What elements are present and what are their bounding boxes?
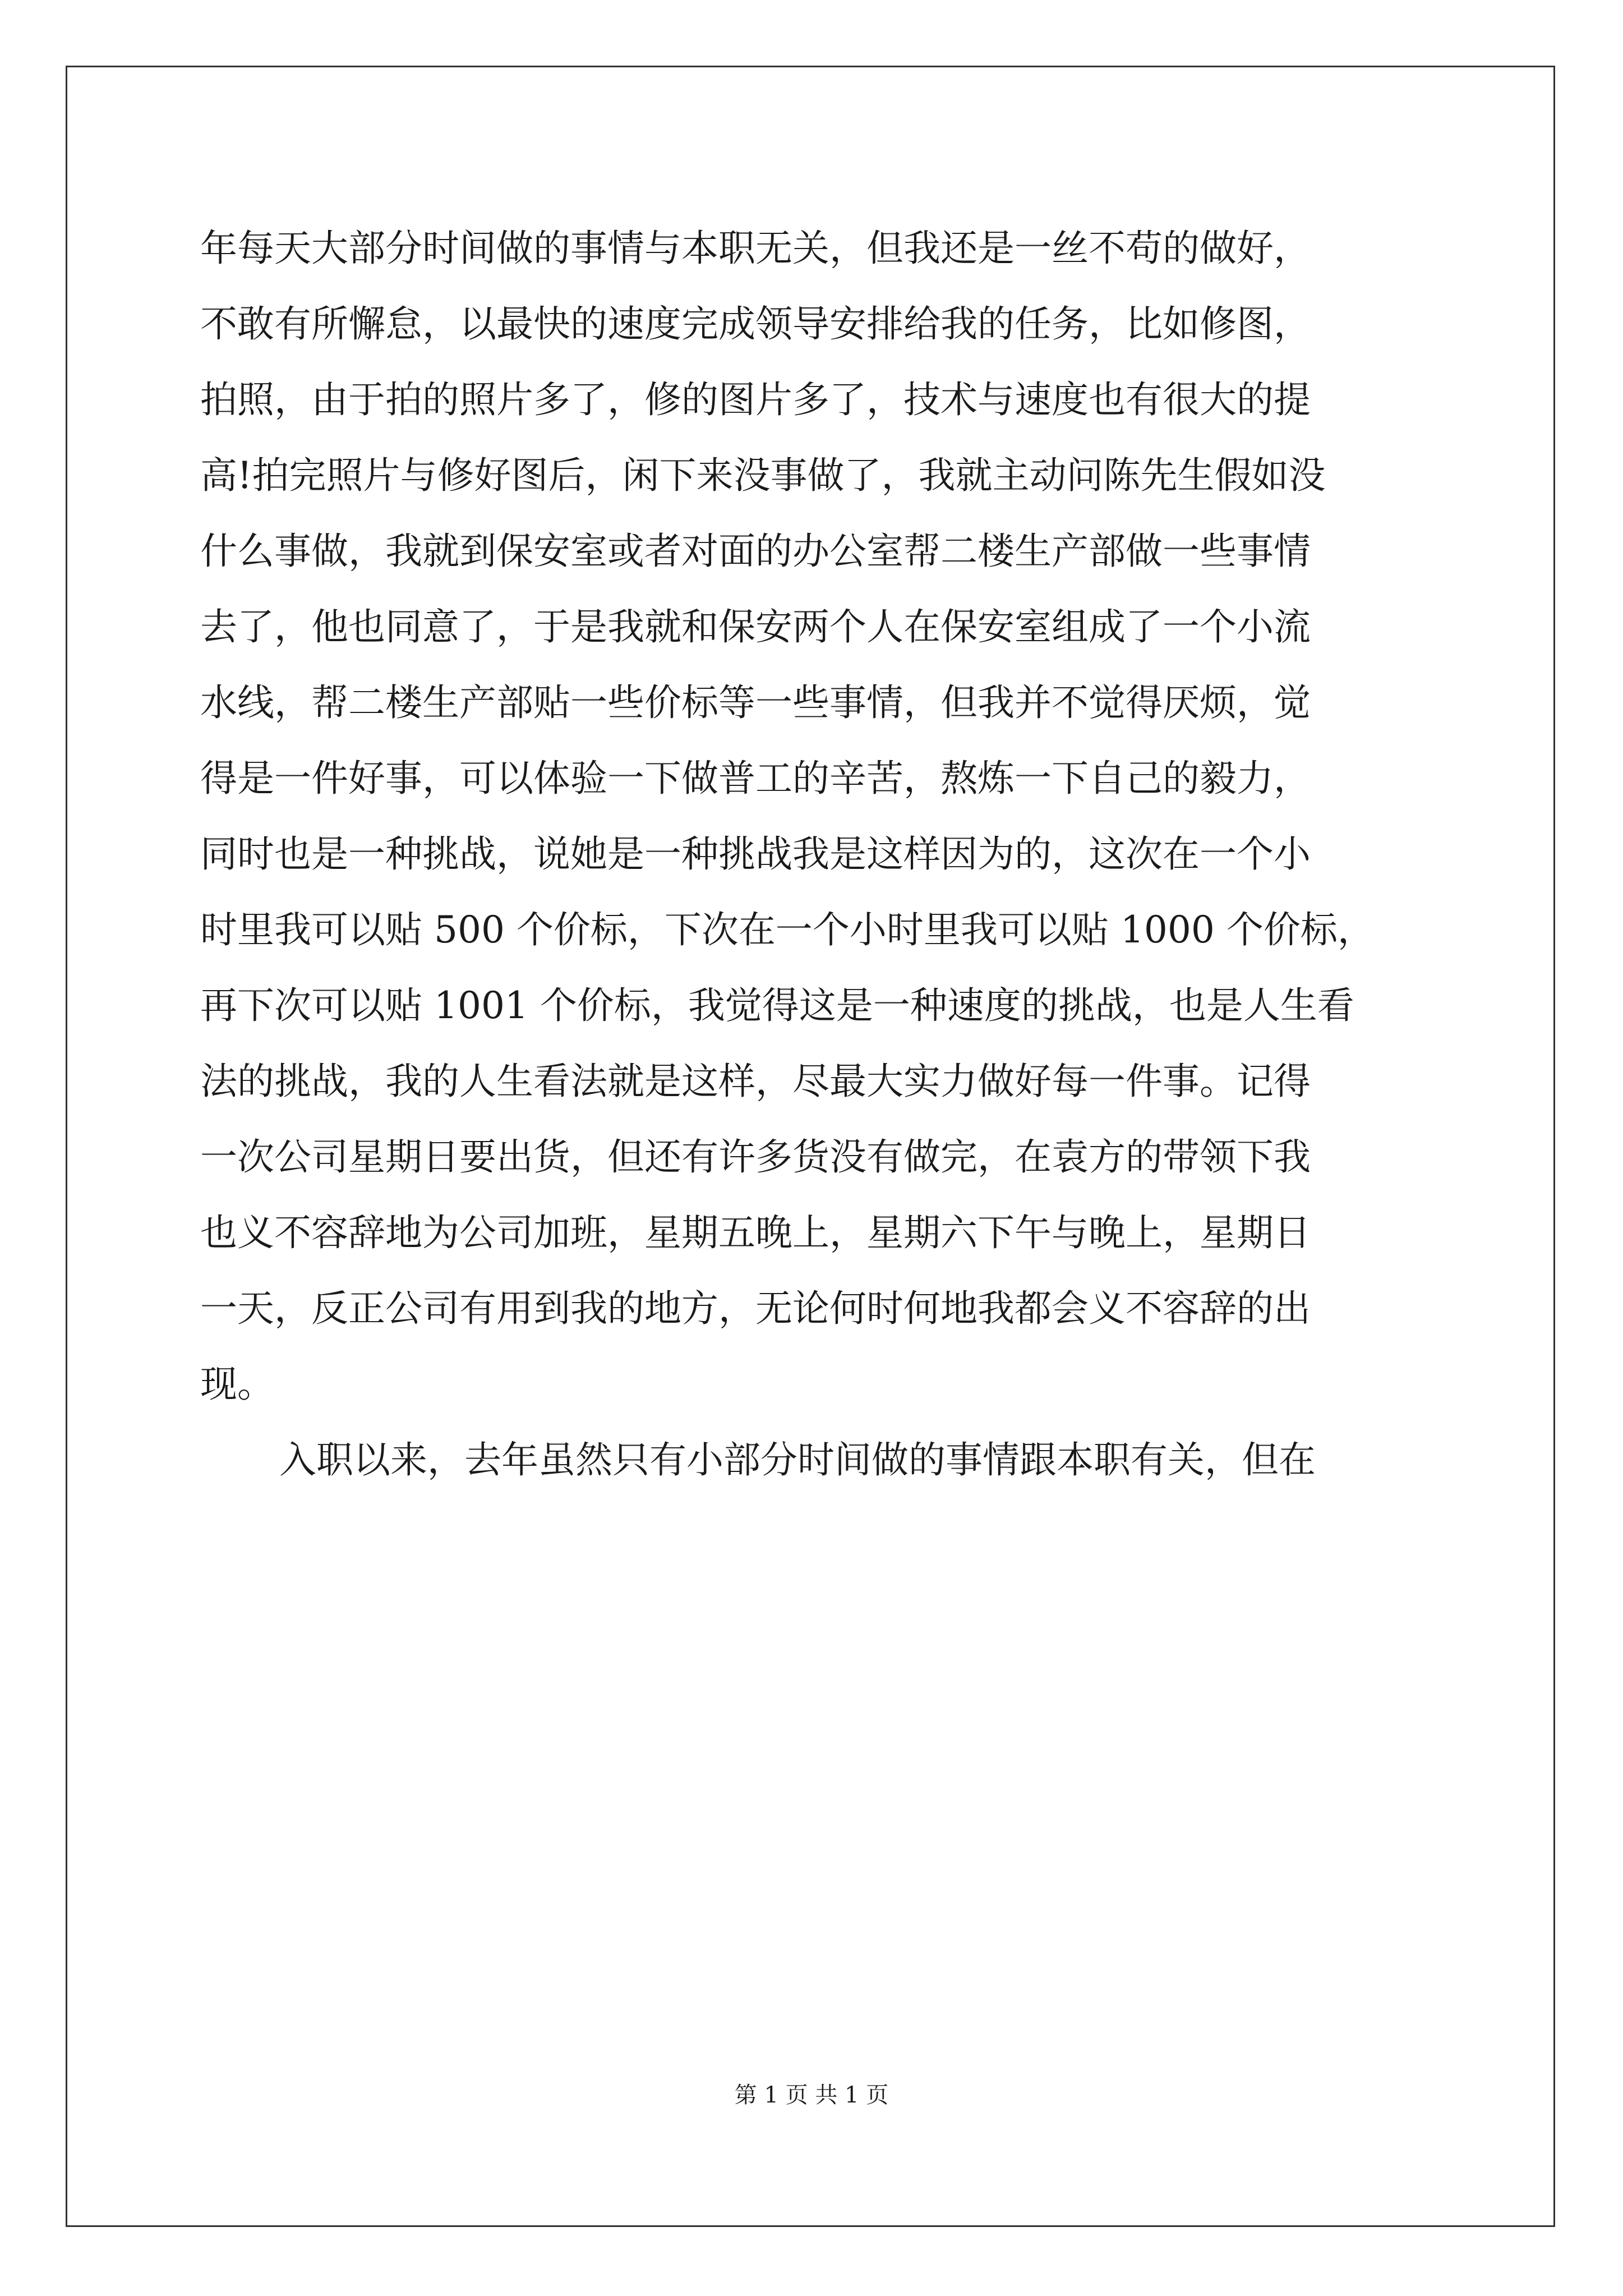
text-line: 入职以来，去年虽然只有小部分时间做的事情跟本职有关，但在 xyxy=(279,1438,1316,1481)
text-line: 得是一件好事，可以体验一下做普工的辛苦，熬炼一下自己的毅力， xyxy=(200,757,1311,800)
text-line: 现。 xyxy=(200,1363,274,1406)
text-line: 不敢有所懈怠，以最快的速度完成领导安排给我的任务，比如修图， xyxy=(200,302,1311,346)
text-line: 再下次可以贴 1001 个价标，我觉得这是一种速度的挑战，也是人生看 xyxy=(200,984,1354,1027)
text-line: 去了，他也同意了，于是我就和保安两个人在保安室组成了一个小流 xyxy=(200,605,1311,648)
text-line: 一天，反正公司有用到我的地方，无论何时何地我都会义不容辞的出 xyxy=(200,1287,1311,1330)
text-line: 法的挑战，我的人生看法就是这样，尽最大实力做好每一件事。记得 xyxy=(200,1060,1311,1103)
text-line: 也义不容辞地为公司加班，星期五晚上，星期六下午与晚上，星期日 xyxy=(200,1211,1311,1254)
text-line: 时里我可以贴 500 个价标，下次在一个小时里我可以贴 1000 个价标， xyxy=(200,908,1375,951)
text-line: 同时也是一种挑战，说她是一种挑战我是这样因为的，这次在一个小 xyxy=(200,832,1311,876)
text-line: 高!拍完照片与修好图后，闲下来没事做了，我就主动问陈先生假如没 xyxy=(200,454,1326,497)
page-footer: 第 1 页 共 1 页 xyxy=(734,2082,889,2108)
text-line: 什么事做，我就到保安室或者对面的办公室帮二楼生产部做一些事情 xyxy=(200,530,1311,573)
text-line: 年每天大部分时间做的事情与本职无关，但我还是一丝不苟的做好， xyxy=(200,227,1311,270)
text-line: 拍照，由于拍的照片多了，修的图片多了，技术与速度也有很大的提 xyxy=(200,378,1311,421)
text-line: 水线，帮二楼生产部贴一些价标等一些事情，但我并不觉得厌烦，觉 xyxy=(200,681,1311,724)
text-line: 一次公司星期日要出货，但还有许多货没有做完，在袁方的带领下我 xyxy=(200,1135,1311,1179)
